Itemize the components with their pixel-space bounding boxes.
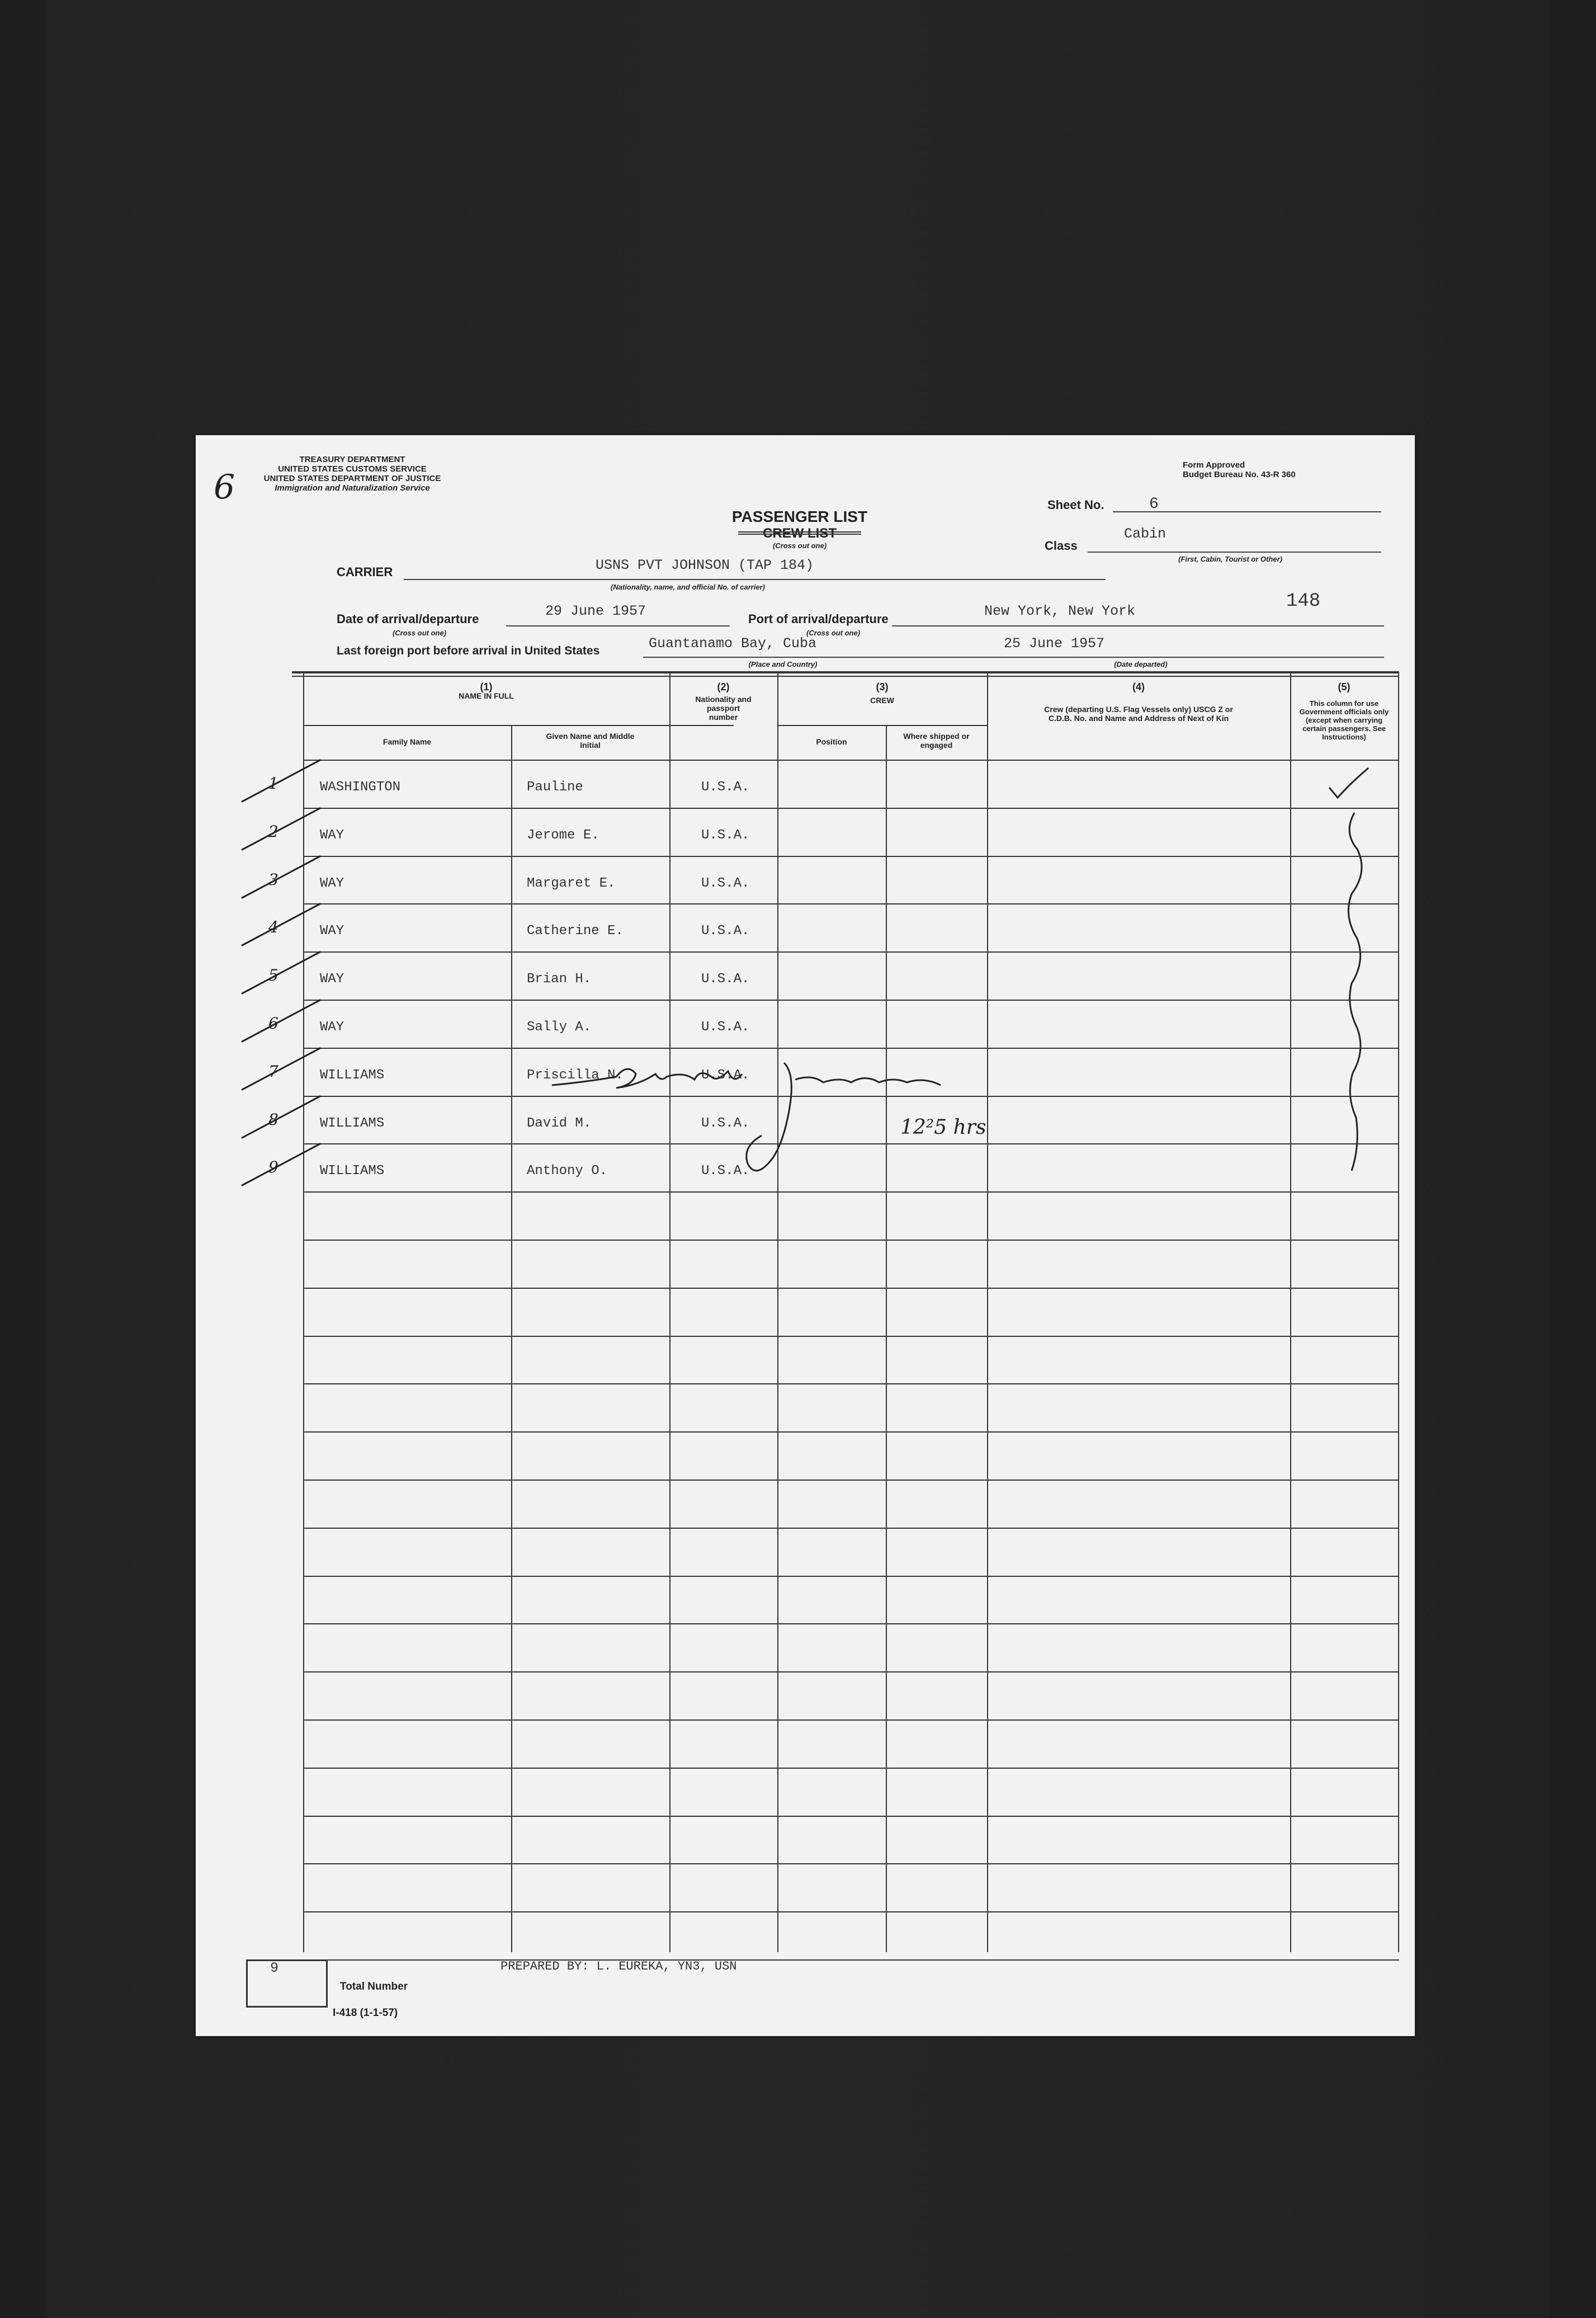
agency-block bbox=[235, 455, 470, 493]
col4-number: (4) bbox=[1132, 681, 1145, 692]
given-name-cell: Brian H. bbox=[527, 972, 592, 987]
row-tick-mark bbox=[241, 855, 321, 899]
row-number: 4 bbox=[268, 918, 278, 937]
row-rule bbox=[303, 1048, 1399, 1049]
row-rule bbox=[303, 1528, 1399, 1529]
date-arrival-value: 29 June 1957 bbox=[545, 603, 646, 619]
total-label: Total Number bbox=[340, 1981, 408, 1992]
row-number: 6 bbox=[268, 1014, 278, 1033]
col4-heading bbox=[987, 682, 1290, 723]
date-arrival-label: Date of arrival/departure bbox=[337, 612, 479, 626]
family-name-cell: WAY bbox=[320, 972, 344, 987]
port-arrival-line bbox=[892, 625, 1384, 626]
row-number: 9 bbox=[268, 1158, 278, 1177]
port-arrival-label: Port of arrival/departure bbox=[748, 612, 889, 626]
class-label: Class bbox=[1045, 539, 1078, 553]
port-arrival-value: New York, New York bbox=[984, 603, 1136, 619]
nationality-cell: U.S.A. bbox=[701, 972, 750, 987]
nationality-cell: U.S.A. bbox=[701, 780, 750, 795]
cross-out-mark bbox=[738, 531, 861, 535]
port-arrival-caption: (Cross out one) bbox=[806, 629, 861, 637]
given-name-cell: Sally A. bbox=[527, 1020, 592, 1035]
row-rule bbox=[303, 1240, 1399, 1241]
agency-line: Immigration and Naturalization Service bbox=[275, 483, 430, 493]
total-box bbox=[246, 1959, 328, 2008]
row-rule bbox=[303, 1576, 1399, 1577]
col1-title: NAME IN FULL bbox=[459, 691, 514, 700]
family-name-cell: WASHINGTON bbox=[320, 780, 401, 795]
foreign-port-label: Last foreign port before arrival in United States bbox=[337, 644, 600, 657]
total-value: 9 bbox=[270, 1960, 279, 1976]
form-approved-text: Form Approved bbox=[1183, 460, 1245, 470]
sheet-label: Sheet No. bbox=[1047, 498, 1104, 512]
nationality-cell: U.S.A. bbox=[701, 1163, 750, 1179]
date-departed-value: 25 June 1957 bbox=[1004, 635, 1105, 652]
row-rule bbox=[303, 808, 1399, 809]
row-number: 3 bbox=[268, 870, 278, 889]
col-rule bbox=[669, 671, 670, 1952]
family-name-cell: WILLIAMS bbox=[320, 1067, 385, 1083]
col3-number: (3) bbox=[876, 681, 889, 692]
row-tick-mark bbox=[241, 1047, 321, 1091]
row-rule bbox=[303, 1959, 1399, 1961]
row-rule bbox=[303, 1383, 1399, 1384]
budget-bureau-text: Budget Bureau No. 43-R 360 bbox=[1183, 470, 1296, 479]
nationality-cell: U.S.A. bbox=[701, 827, 750, 843]
carrier-value: USNS PVT JOHNSON (TAP 184) bbox=[596, 557, 814, 573]
header-bottom-rule bbox=[303, 760, 1399, 761]
family-name-cell: WILLIAMS bbox=[320, 1115, 385, 1131]
family-name-cell: WILLIAMS bbox=[320, 1163, 385, 1179]
class-value: Cabin bbox=[1124, 526, 1167, 542]
family-name-cell: WAY bbox=[320, 875, 344, 891]
col-rule bbox=[777, 671, 778, 1952]
check-mark-icon bbox=[1290, 760, 1398, 1185]
family-name-cell: WAY bbox=[320, 1020, 344, 1035]
col3a-heading: Position bbox=[816, 737, 847, 746]
class-line bbox=[1088, 552, 1381, 553]
nationality-cell: U.S.A. bbox=[701, 1020, 750, 1035]
sheet-number: 6 bbox=[1149, 496, 1159, 513]
row-rule bbox=[303, 1480, 1399, 1481]
row-rule bbox=[303, 1000, 1399, 1001]
nationality-cell: U.S.A. bbox=[701, 924, 750, 939]
row-rule bbox=[303, 1768, 1399, 1769]
row-rule bbox=[303, 951, 1399, 953]
row-tick-mark bbox=[241, 1143, 321, 1186]
date-departed-caption: (Date departed) bbox=[1114, 660, 1168, 668]
carrier-caption: (Nationality, name, and official No. of carrier) bbox=[611, 583, 765, 591]
foreign-port-value: Guantanamo Bay, Cuba bbox=[649, 635, 817, 652]
given-name-cell: David M. bbox=[527, 1115, 592, 1131]
class-caption: (First, Cabin, Tourist or Other) bbox=[1178, 555, 1282, 563]
col1-heading bbox=[303, 682, 669, 700]
cross-out-note: (Cross out one) bbox=[772, 541, 827, 550]
col1b-heading: Given Name and Middle Initial bbox=[546, 732, 635, 750]
row-rule bbox=[303, 1288, 1399, 1289]
foreign-port-caption: (Place and Country) bbox=[748, 660, 818, 668]
given-name-cell: Margaret E. bbox=[527, 875, 616, 891]
row-number: 1 bbox=[268, 774, 278, 793]
passenger-table bbox=[268, 671, 1399, 1952]
row-rule bbox=[303, 1816, 1399, 1817]
col-rule bbox=[987, 671, 988, 1952]
col1-number: (1) bbox=[480, 681, 493, 692]
col1a-heading: Family Name bbox=[383, 737, 432, 746]
row-rule bbox=[303, 1623, 1399, 1624]
given-name-cell: Pauline bbox=[527, 780, 583, 795]
given-name-cell: Anthony O. bbox=[527, 1163, 608, 1179]
foreign-port-line bbox=[643, 657, 1384, 658]
row-tick-mark bbox=[241, 1095, 321, 1139]
nationality-cell: U.S.A. bbox=[701, 875, 750, 891]
date-arrival-caption: (Cross out one) bbox=[392, 629, 447, 637]
col5-number: (5) bbox=[1338, 681, 1351, 692]
form-title: PASSENGER LIST bbox=[731, 508, 868, 525]
row-tick-mark bbox=[241, 807, 321, 851]
col5-heading bbox=[1290, 682, 1398, 741]
row-rule bbox=[303, 1671, 1399, 1672]
family-name-cell: WAY bbox=[320, 924, 344, 939]
agency-line: TREASURY DEPARTMENT bbox=[299, 455, 405, 464]
given-name-cell: Jerome E. bbox=[527, 827, 599, 843]
row-tick-mark bbox=[241, 999, 321, 1043]
row-rule bbox=[303, 903, 1399, 904]
given-name-cell: Priscilla N. bbox=[527, 1067, 624, 1083]
crossed-text: CREW LIST bbox=[763, 526, 837, 541]
col3b-heading: Where shipped or engaged bbox=[903, 732, 970, 750]
header-divider bbox=[777, 725, 987, 726]
margin-note: 6 bbox=[214, 468, 235, 507]
row-rule bbox=[303, 1431, 1399, 1433]
row-tick-mark bbox=[241, 759, 321, 803]
signature-time: 12²5 hrs bbox=[900, 1116, 986, 1139]
col-rule bbox=[1398, 671, 1399, 1952]
carrier-line bbox=[404, 579, 1106, 580]
nationality-cell: U.S.A. bbox=[701, 1115, 750, 1131]
agency-line: UNITED STATES CUSTOMS SERVICE bbox=[278, 464, 427, 474]
col2-number: (2) bbox=[717, 681, 730, 692]
table-top-rule bbox=[292, 671, 1399, 673]
col2-heading bbox=[669, 682, 777, 722]
passenger-list-form bbox=[196, 435, 1415, 2036]
date-arrival-line bbox=[506, 625, 730, 626]
col5-title: This column for use Government officials only (except when carrying certain passengers. See Instructions) bbox=[1299, 699, 1389, 741]
carrier-label: CARRIER bbox=[337, 565, 393, 579]
row-rule bbox=[303, 1863, 1399, 1864]
col4-title: Crew (departing U.S. Flag Vessels only) USCG Z or C.D.B. No. and Name and Address of Next of Kin bbox=[1044, 705, 1233, 723]
col2-title: Nationality and passport number bbox=[695, 695, 752, 722]
prepared-by: PREPARED BY: L. EUREKA, YN3, USN bbox=[500, 1959, 737, 1973]
stamp-number: 148 bbox=[1286, 591, 1321, 612]
family-name-cell: WAY bbox=[320, 827, 344, 843]
given-name-cell: Catherine E. bbox=[527, 924, 624, 939]
row-rule bbox=[303, 856, 1399, 857]
signature-mark bbox=[549, 1052, 952, 1197]
row-rule bbox=[303, 1911, 1399, 1912]
row-number: 5 bbox=[268, 966, 278, 985]
form-title-crossed bbox=[716, 526, 884, 541]
form-approval bbox=[1183, 460, 1351, 479]
col3-heading bbox=[777, 682, 987, 705]
row-number: 8 bbox=[268, 1110, 278, 1129]
col3-title: CREW bbox=[870, 696, 894, 705]
table-top-rule bbox=[292, 676, 1399, 677]
title-block bbox=[716, 508, 884, 550]
row-number: 2 bbox=[268, 822, 278, 841]
row-rule bbox=[303, 1719, 1399, 1721]
nationality-cell: U.S.A. bbox=[701, 1067, 750, 1083]
row-number: 7 bbox=[268, 1062, 278, 1081]
row-rule bbox=[303, 1336, 1399, 1337]
row-tick-mark bbox=[241, 903, 321, 946]
agency-line: UNITED STATES DEPARTMENT OF JUSTICE bbox=[263, 474, 441, 483]
row-tick-mark bbox=[241, 951, 321, 995]
form-number: I-418 (1-1-57) bbox=[333, 2007, 398, 2019]
